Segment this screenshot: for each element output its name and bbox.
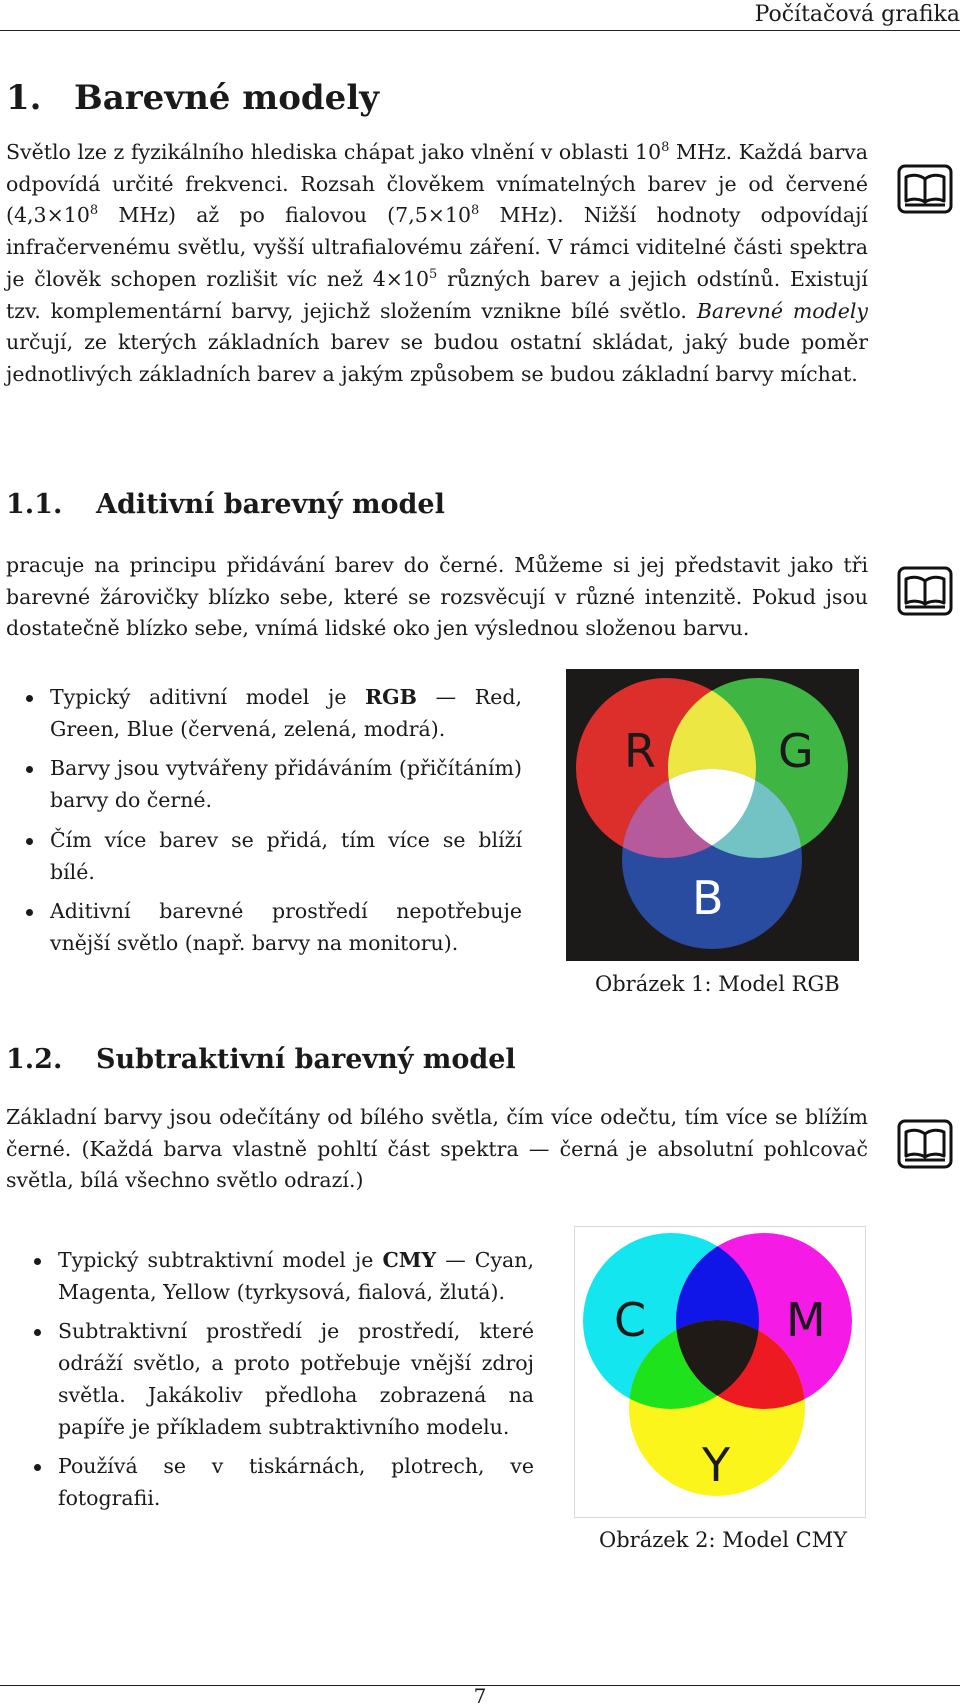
rgb-diagram: [566, 669, 859, 961]
section-1-number: 1.: [6, 78, 42, 118]
section-1-2-heading: [6, 1044, 516, 1075]
section-1-2-title: Subtraktivní barevný model: [96, 1044, 516, 1075]
list-item: Subtraktivní prostředí je prostředí, které odráží světlo, a proto potřebuje vnější zdroj světla. Jakákoliv předloha zobrazená na papíře je příkladem subtraktivního modelu.: [14, 1316, 534, 1443]
book-icon: [897, 164, 953, 214]
label-c: C: [614, 1293, 647, 1347]
cmy-bullet-list: [14, 1245, 534, 1523]
running-header: [0, 0, 960, 31]
list-item: Typický aditivní model je RGB — Red, Green, Blue (červená, zelená, modrá).: [6, 682, 522, 745]
intro-paragraph: Světlo lze z fyzikálního hlediska chápat jako vlnění v oblasti $10^8$ MHz. Každá barva odpovídá určité frekvenci. Rozsah člověkem vnímatelných barev je od červené ($4,3\times 10^8$ MHz) až po fialovou ($7,5\times 10^8$ MHz). Nižší hodnoty odpovídají infračervenému světlu, vyšší ultrafialovému záření. V rámci viditelné části spektra je člověk schopen rozlišit víc než $4\times 10^5$ různých barev a jejich odstínů. Existují tzv. komplementární barvy, jejichž složením vznikne bílé světlo. Barevné modely určují, ze kterých základních barev se budou ostatní skládat, jaký bude poměr jednotlivých základních barev a jakým způsobem se budou základní barvy míchat.: [6, 140, 869, 386]
section-1-2-number: 1.2.: [6, 1044, 63, 1075]
list-item: Typický subtraktivní model je CMY — Cyan, Magenta, Yellow (tyrkysová, fialová, žlutá).: [14, 1245, 534, 1308]
section-1-1-heading: [6, 489, 445, 520]
list-item: Barvy jsou vytvářeny přidáváním (přičítáním) barvy do černé.: [6, 753, 522, 816]
section-1-1-paragraph: pracuje na principu přidávání barev do černé. Můžeme si jej představit jako tři barevné žárovičky blízko sebe, které se rozsvěcují v různé intenzitě. Pokud jsou dostatečně blízko sebe, vnímá lidské oko jen výslednou složenou barvu.: [6, 553, 868, 641]
list-item: Aditivní barevné prostředí nepotřebuje vnější světlo (např. barvy na monitoru).: [6, 896, 522, 959]
section-1-1-title: Aditivní barevný model: [96, 489, 445, 520]
section-1-2-paragraph: Základní barvy jsou odečítány od bílého světla, čím více odečtu, tím více se blížím černé. (Každá barva vlastně pohltí část spektra — černá je absolutní pohlcovač světla, bílá všechno světlo odrazí.): [6, 1105, 868, 1193]
rgb-bullet-list: [6, 682, 522, 968]
cmy-diagram: [574, 1226, 866, 1518]
section-1-title: Barevné modely: [74, 78, 379, 118]
book-icon: [897, 1119, 953, 1169]
label-r: R: [624, 724, 656, 778]
page-number: 7: [473, 1684, 487, 1708]
label-m: M: [786, 1293, 826, 1347]
book-icon: [897, 566, 953, 616]
label-b: B: [692, 871, 724, 925]
header-title: Počítačová grafika: [754, 2, 960, 27]
list-item: Čím více barev se přidá, tím více se blíží bílé.: [6, 825, 522, 888]
label-y: Y: [702, 1438, 731, 1492]
emphasis-term: Barevné modely: [696, 298, 869, 323]
section-1-1-number: 1.1.: [6, 489, 63, 520]
label-g: G: [778, 724, 814, 778]
figure-1-caption: Obrázek 1: Model RGB: [595, 972, 840, 996]
section-1-intro: [6, 137, 868, 391]
list-item: Používá se v tiskárnách, plotrech, ve fotografii.: [14, 1451, 534, 1514]
figure-2-caption: Obrázek 2: Model CMY: [599, 1528, 848, 1552]
section-1-heading: [6, 78, 379, 118]
